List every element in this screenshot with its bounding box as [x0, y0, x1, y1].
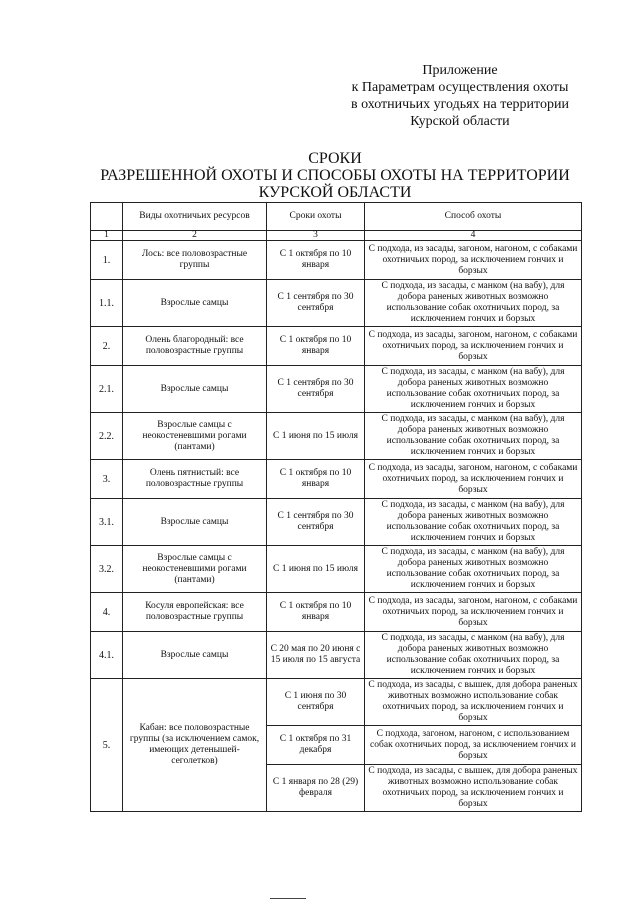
column-number: 2	[123, 231, 267, 241]
method-cell: С подхода, из засады, загоном, нагоном, с собаками охотничьих пород, за исключением гончих и борзых	[365, 460, 582, 499]
method-cell: С подхода, из засады, загоном, нагоном, с собаками охотничьих пород, за исключением гончих и борзых	[365, 327, 582, 366]
header-cell-method: Способ охоты	[365, 203, 582, 231]
method-cell: С подхода, из засады, загоном, нагоном, с собаками охотничьих пород, за исключением гончих и борзых	[365, 593, 582, 632]
appendix-line3: в охотничьих угодьях на территории	[351, 97, 569, 112]
title-line1: СРОКИ	[308, 150, 362, 167]
title-line3: КУРСКОЙ ОБЛАСТИ	[258, 184, 412, 201]
species-cell: Взрослые самцы	[123, 366, 267, 413]
appendix-header	[330, 62, 590, 130]
row-number: 4.	[91, 593, 123, 632]
table-row	[91, 460, 582, 499]
table-row	[91, 241, 582, 280]
method-cell: С подхода, из засады, с манком (на вабу), для добора раненых животных возможно использование собак охотничьих пород, за исключением гончих и борзых	[365, 366, 582, 413]
method-cell: С подхода, из засады, с вышек, для добора раненых животных возможно использование собак охотничьих пород, за исключением гончих и борзых	[365, 765, 582, 812]
period-cell: С 1 июня по 30 сентября	[267, 679, 365, 726]
header-cell-species: Виды охотничьих ресурсов	[123, 203, 267, 231]
hunting-periods-table	[90, 202, 582, 812]
column-number: 4	[365, 231, 582, 241]
row-number: 1.	[91, 241, 123, 280]
species-cell: Лось: все половозрастные группы	[123, 241, 267, 280]
species-cell: Взрослые самцы с неокостеневшими рогами (пантами)	[123, 546, 267, 593]
period-cell: С 1 июня по 15 июля	[267, 546, 365, 593]
method-cell: С подхода, из засады, загоном, нагоном, с собаками охотничьих пород, за исключением гончих и борзых	[365, 241, 582, 280]
period-cell: С 1 октября по 31 декабря	[267, 726, 365, 765]
species-cell: Взрослые самцы	[123, 499, 267, 546]
column-number: 1	[91, 231, 123, 241]
header-cell-period: Сроки охоты	[267, 203, 365, 231]
header-cell	[91, 203, 123, 231]
table-row	[91, 280, 582, 327]
period-cell: С 1 января по 28 (29) февраля	[267, 765, 365, 812]
row-number: 1.1.	[91, 280, 123, 327]
period-cell: С 1 октября по 10 января	[267, 241, 365, 280]
row-number: 3.2.	[91, 546, 123, 593]
species-cell: Олень благородный: все половозрастные группы	[123, 327, 267, 366]
species-cell: Взрослые самцы	[123, 280, 267, 327]
method-cell: С подхода, из засады, с манком (на вабу), для добора раненых животных возможно использование собак охотничьих пород, за исключением гончих и борзых	[365, 280, 582, 327]
footer-divider	[270, 898, 306, 899]
table-row	[91, 499, 582, 546]
table-row	[91, 413, 582, 460]
document-title	[60, 150, 610, 201]
period-cell: С 1 октября по 10 января	[267, 593, 365, 632]
table-row	[91, 593, 582, 632]
appendix-line4: Курской области	[410, 114, 510, 129]
period-cell: С 1 июня по 15 июля	[267, 413, 365, 460]
row-number: 2.	[91, 327, 123, 366]
method-cell: С подхода, загоном, нагоном, с использованием собак охотничьих пород, за исключением гончих и борзых	[365, 726, 582, 765]
species-cell: Взрослые самцы	[123, 632, 267, 679]
species-cell: Олень пятнистый: все половозрастные группы	[123, 460, 267, 499]
appendix-line1: Приложение	[422, 63, 498, 78]
period-cell: С 1 октября по 10 января	[267, 460, 365, 499]
period-cell: С 20 мая по 20 июня с 15 июля по 15 августа	[267, 632, 365, 679]
row-number: 5.	[91, 679, 123, 812]
row-number: 2.2.	[91, 413, 123, 460]
method-cell: С подхода, из засады, с манком (на вабу), для добора раненых животных возможно использование собак охотничьих пород, за исключением гончих и борзых	[365, 546, 582, 593]
period-cell: С 1 сентября по 30 сентября	[267, 280, 365, 327]
table-row	[91, 366, 582, 413]
title-line2: РАЗРЕШЕННОЙ ОХОТЫ И СПОСОБЫ ОХОТЫ НА ТЕРРИТОРИИ	[100, 167, 570, 184]
row-number: 2.1.	[91, 366, 123, 413]
period-cell: С 1 сентября по 30 сентября	[267, 499, 365, 546]
table-row	[91, 546, 582, 593]
method-cell: С подхода, из засады, с манком (на вабу), для добора раненых животных возможно использование собак охотничьих пород, за исключением гончих и борзых	[365, 413, 582, 460]
species-cell: Взрослые самцы с неокостеневшими рогами (пантами)	[123, 413, 267, 460]
appendix-line2: к Параметрам осуществления охоты	[351, 80, 569, 95]
species-cell: Косуля европейская: все половозрастные группы	[123, 593, 267, 632]
table-row	[91, 632, 582, 679]
period-cell: С 1 сентября по 30 сентября	[267, 366, 365, 413]
table-row	[91, 327, 582, 366]
table-row	[91, 679, 582, 726]
row-number: 3.1.	[91, 499, 123, 546]
period-cell: С 1 октября по 10 января	[267, 327, 365, 366]
method-cell: С подхода, из засады, с манком (на вабу), для добора раненых животных возможно использование собак охотничьих пород, за исключением гончих и борзых	[365, 499, 582, 546]
method-cell: С подхода, из засады, с вышек, для добора раненых животных возможно использование собак охотничьих пород, за исключением гончих и борзых	[365, 679, 582, 726]
method-cell: С подхода, из засады, с манком (на вабу), для добора раненых животных возможно использование собак охотничьих пород, за исключением гончих и борзых	[365, 632, 582, 679]
row-number: 3.	[91, 460, 123, 499]
species-cell: Кабан: все половозрастные группы (за исключением самок, имеющих детенышей-сеголетков)	[123, 679, 267, 812]
row-number: 4.1.	[91, 632, 123, 679]
column-number-row	[91, 231, 582, 241]
column-number: 3	[267, 231, 365, 241]
header-row	[91, 203, 582, 231]
